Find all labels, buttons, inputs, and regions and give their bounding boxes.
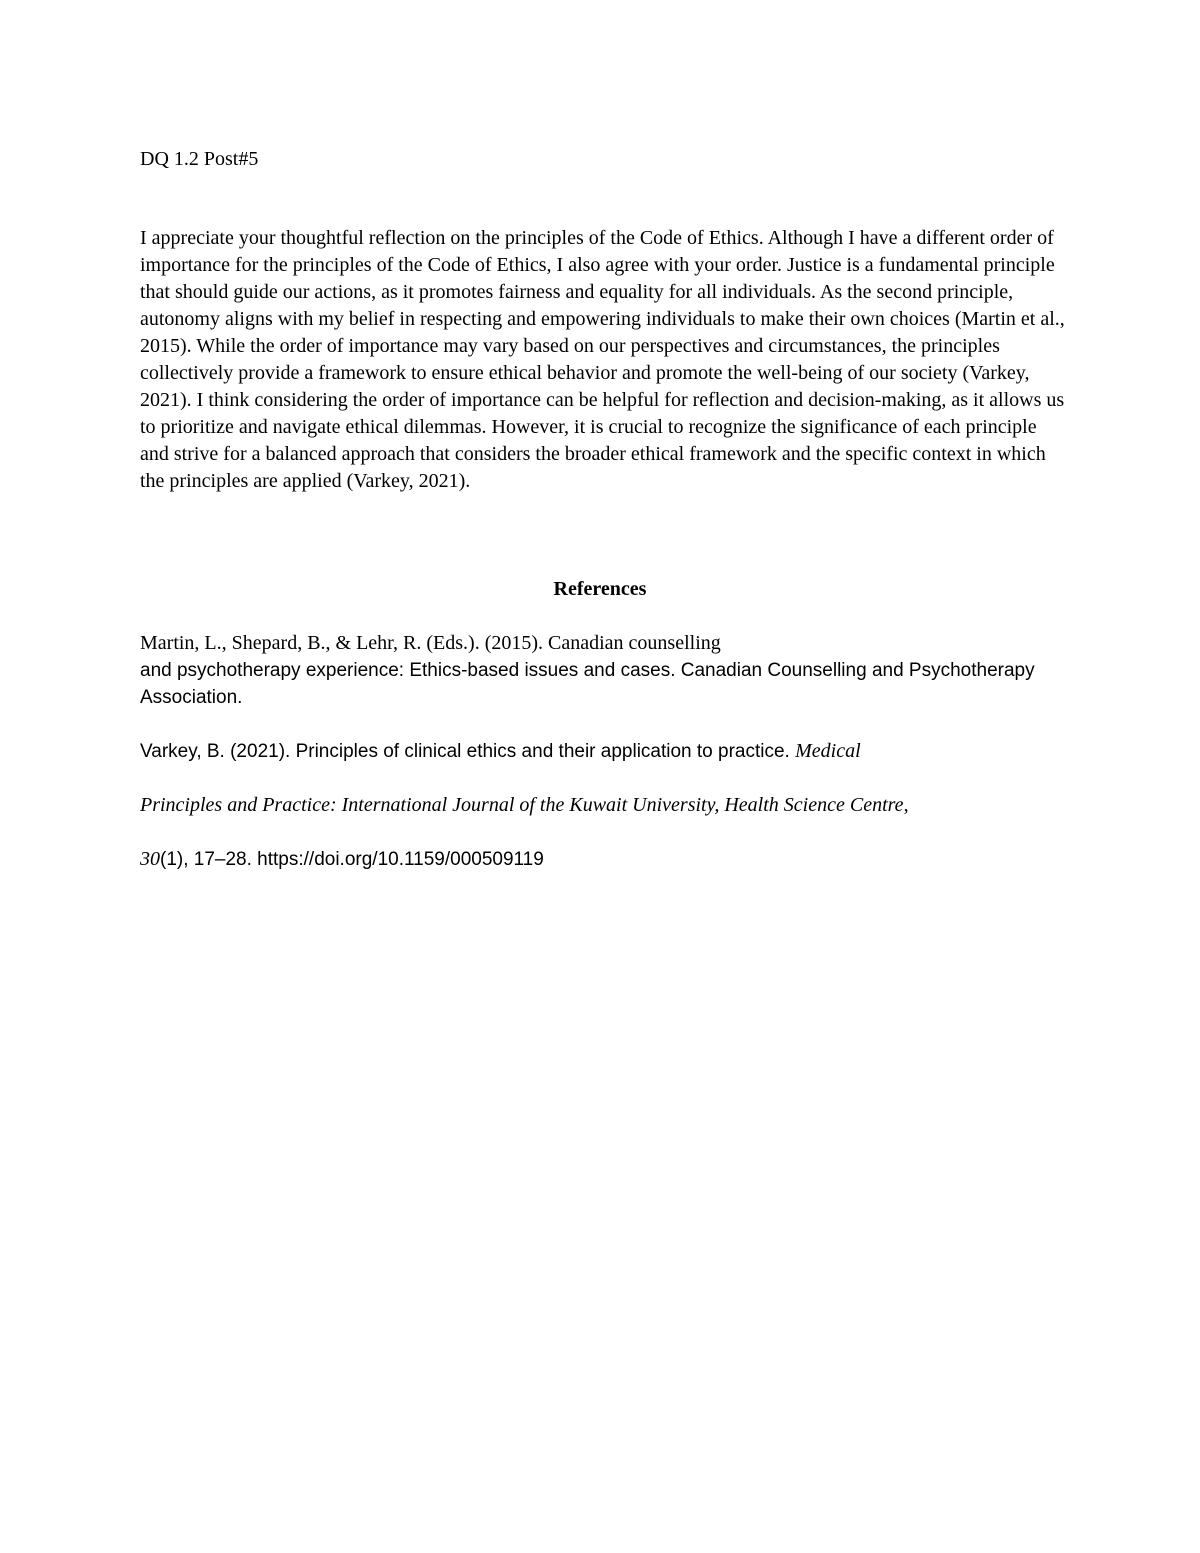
reference-varkey-text: Varkey, B. (2021). Principles of clinical ethics and their application to practice. bbox=[140, 741, 796, 762]
reference-varkey-issue-pages-doi: (1), 17–28. https://doi.org/10.1159/000509119 bbox=[160, 849, 544, 870]
references-heading: References bbox=[553, 578, 647, 600]
reference-varkey-volume: 30 bbox=[140, 848, 160, 870]
body-paragraph: I appreciate your thoughtful reflection on the principles of the Code of Ethics. Although I have a different order of importance for the principles of the Code of Ethics, I also agree with your order. Justice is a fundamental principle that should guide our actions, as it promotes fairness and equality for all individuals. As the second principle, autonomy aligns with my belief in respecting and empowering individuals to make their own choices (Martin et al., 2015). While the order of importance may vary based on our perspectives and circumstances, the principles collectively provide a framework to ensure ethical behavior and promote the well-being of our society (Varkey, 2021). I think considering the order of importance can be helpful for reflection and decision-making, as it allows us to prioritize and navigate ethical dilemmas. However, it is crucial to recognize the significance of each principle and strive for a balanced approach that considers the broader ethical framework and the specific context in which the principles are applied (Varkey, 2021). bbox=[140, 227, 1065, 492]
reference-varkey-line3 bbox=[140, 846, 1060, 873]
document-title: DQ 1.2 Post#5 bbox=[140, 148, 259, 170]
reference-varkey-line2 bbox=[140, 792, 1060, 819]
reference-varkey-line1 bbox=[140, 738, 1060, 765]
reference-varkey-comma: , bbox=[903, 794, 909, 816]
reference-varkey-journal-b: Principles and Practice: International Journal of the Kuwait University, Health Science Centre bbox=[140, 794, 904, 816]
reference-martin-line1: Martin, L., Shepard, B., & Lehr, R. (Eds.). (2015). Canadian counselling bbox=[140, 632, 721, 654]
reference-martin bbox=[140, 630, 1060, 711]
reference-varkey-journal-a: Medical bbox=[795, 740, 861, 762]
reference-martin-line2: and psychotherapy experience: Ethics-based issues and cases. Canadian Counselling and Psychotherapy Association. bbox=[140, 660, 1035, 708]
